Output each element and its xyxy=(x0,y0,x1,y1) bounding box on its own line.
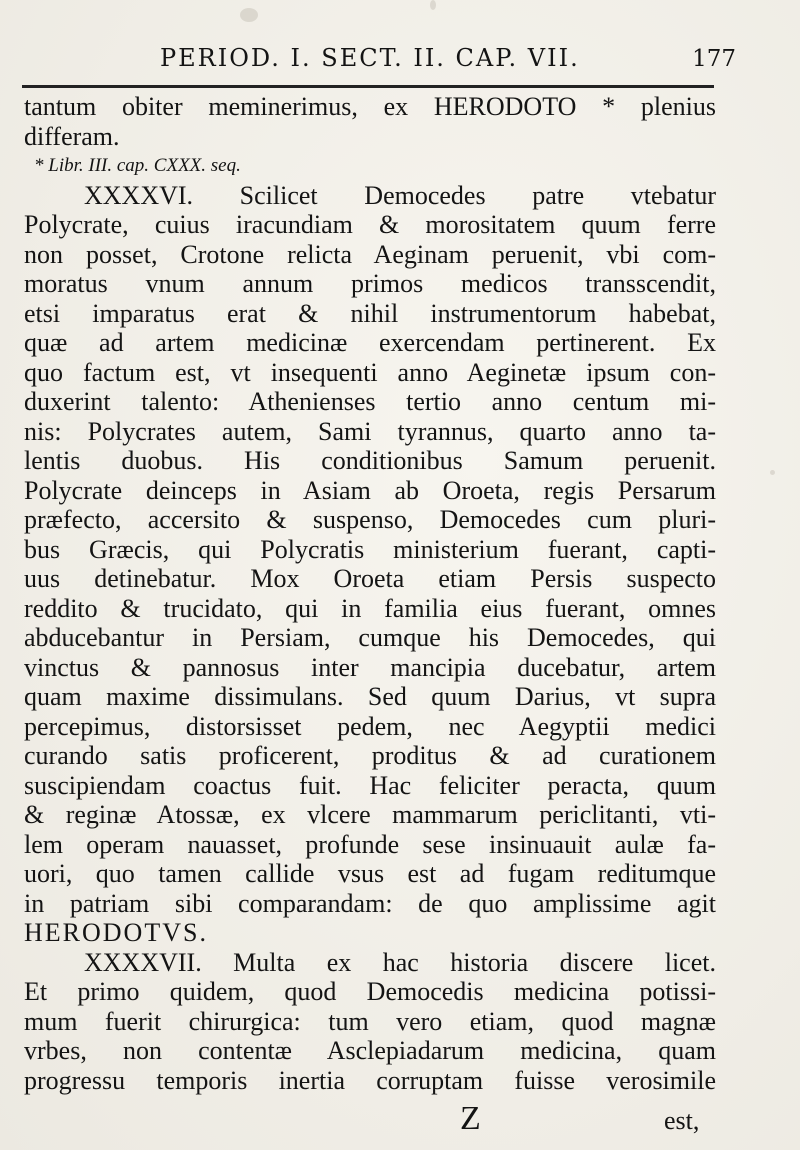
header-rule xyxy=(22,85,714,88)
text-line: abducebantur in Persiam, cumque his Democedes, qui xyxy=(24,623,716,652)
text-line: etsi imparatus erat & nihil instrumentorum habebat, xyxy=(24,298,716,328)
text-line: Polycrate, cuius iracundiam & morositatem quum ferre xyxy=(24,210,716,239)
text-line: percepimus, distorsisset pedem, nec Aegyptii medici xyxy=(24,711,716,741)
foxing-spot xyxy=(240,8,258,22)
text-line: uus detinebatur. Mox Oroeta etiam Persis suspecto xyxy=(24,564,716,593)
text-line: vinctus & pannosus inter mancipia ducebatur, artem xyxy=(24,652,716,682)
text-line: quo factum est, vt insequenti anno Aeginetæ ipsum con- xyxy=(24,357,716,387)
text-line: nis: Polycrates autem, Sami tyrannus, quarto anno ta- xyxy=(24,416,716,446)
text-line: in patriam sibi comparandam: de quo amplissime agit xyxy=(24,888,716,918)
text-line: lentis duobus. His conditionibus Samum peruenit. xyxy=(24,446,716,475)
text-line: lem operam nauasset, profunde sese insinuauit aulæ fa- xyxy=(24,829,716,859)
text-line: uori, quo tamen callide vsus est ad fugam reditumque xyxy=(24,859,716,888)
text-line: curando satis proficerent, proditus & ad curationem xyxy=(24,741,716,770)
text-line: quam maxime dissimulans. Sed quum Darius, vt supra xyxy=(24,682,716,711)
text-line: XXXXVII. Multa ex hac historia discere licet. xyxy=(84,947,716,977)
text-line: progressu temporis inertia corruptam fuisse verosimile xyxy=(24,1065,716,1095)
text-line: non posset, Crotone relicta Aeginam peruenit, vbi com- xyxy=(24,239,716,269)
foxing-spot xyxy=(430,0,436,10)
running-title: PERIOD. I. SECT. II. CAP. VII. xyxy=(160,44,580,72)
text-line: & reginæ Atossæ, ex vlcere mammarum periclitanti, vti- xyxy=(24,800,716,829)
catchword: est, xyxy=(664,1106,700,1135)
text-line: differam. xyxy=(24,121,120,151)
page-header xyxy=(20,40,736,80)
footnote: * Libr. III. cap. CXXX. seq. xyxy=(34,155,241,176)
page-number: 177 xyxy=(692,46,736,72)
text-line: tantum obiter meminerimus, ex HERODOTO * plenius xyxy=(24,92,716,121)
text-line: præfecto, accersito & suspenso, Democedes cum pluri- xyxy=(24,505,716,534)
foxing-spot xyxy=(770,470,775,475)
text-line: suscipiendam coactus fuit. Hac feliciter peracta, quum xyxy=(24,770,716,800)
text-line: reddito & trucidato, qui in familia eius fuerant, omnes xyxy=(24,593,716,623)
text-line: bus Græcis, qui Polycratis ministerium fuerant, capti- xyxy=(24,534,716,564)
text-line: moratus vnum annum primos medicos transscendit, xyxy=(24,269,716,298)
body-text xyxy=(24,92,716,1095)
text-line: Polycrate deinceps in Asiam ab Oroeta, regis Persarum xyxy=(24,475,716,505)
text-line: duxerint talento: Athenienses tertio anno centum mi- xyxy=(24,387,716,416)
text-line: vrbes, non contentæ Asclepiadarum medicina, quam xyxy=(24,1036,716,1065)
text-line: HERODOTVS. xyxy=(24,918,208,947)
signature-mark: Z xyxy=(460,1100,481,1137)
text-line: mum fuerit chirurgica: tum vero etiam, quod magnæ xyxy=(24,1006,716,1036)
text-line: XXXXVI. Scilicet Democedes patre vtebatur xyxy=(84,180,716,210)
text-line: Et primo quidem, quod Democedis medicina potissi- xyxy=(24,977,716,1006)
text-line: quæ ad artem medicinæ exercendam pertinerent. Ex xyxy=(24,328,716,357)
